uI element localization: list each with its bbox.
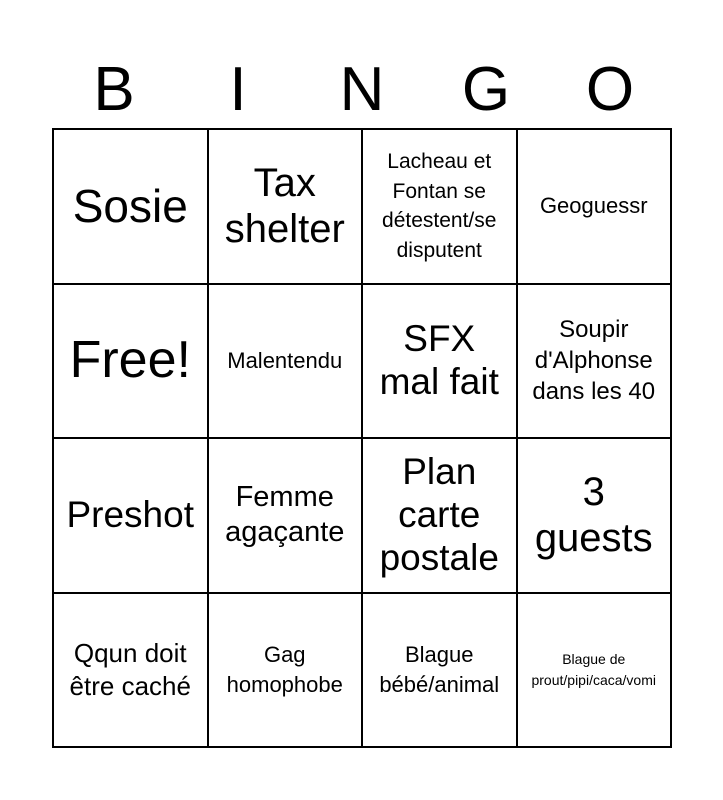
bingo-cell-r1c2[interactable] — [209, 130, 364, 285]
bingo-cell-text: Sosie — [72, 179, 188, 232]
bingo-cell-text: 3 guests — [534, 470, 653, 561]
bingo-cell-r2c3[interactable] — [363, 285, 518, 440]
bingo-cell-r2c1[interactable] — [54, 285, 209, 440]
bingo-cell-r1c3[interactable] — [363, 130, 518, 285]
bingo-cell-text: Soupir d'Alphonse dans les 40 — [532, 315, 656, 406]
bingo-cell-r2c4[interactable] — [518, 285, 673, 440]
bingo-cell-r3c3[interactable] — [363, 439, 518, 594]
bingo-cell-r1c4[interactable] — [518, 130, 673, 285]
header-letter-n: N — [339, 55, 385, 124]
bingo-cell-r1c1[interactable] — [54, 130, 209, 285]
bingo-cell-r4c2[interactable] — [209, 594, 364, 749]
bingo-cell-text: Blague bébé/animal — [379, 642, 500, 697]
bingo-cell-text: Femme agaçante — [225, 481, 345, 549]
bingo-cell-text: Qqun doit être caché — [69, 638, 191, 701]
bingo-cell-text: Geoguessr — [539, 193, 648, 219]
bingo-cell-text: Tax shelter — [224, 161, 345, 252]
bingo-cell-text: Free! — [69, 331, 191, 390]
bingo-cell-r4c1[interactable] — [54, 594, 209, 749]
bingo-board — [52, 128, 672, 748]
bingo-cell-r3c2[interactable] — [209, 439, 364, 594]
bingo-cell-text: SFX mal fait — [379, 318, 499, 402]
bingo-cell-text: Plan carte postale — [379, 451, 499, 578]
header-letter-i: I — [229, 55, 247, 124]
bingo-cell-r4c4[interactable] — [518, 594, 673, 749]
bingo-cell-r2c2[interactable] — [209, 285, 364, 440]
bingo-cell-text: Lacheau et Fontan se détestent/se disputent — [382, 150, 497, 262]
bingo-header — [52, 52, 672, 128]
header-letter-g: G — [461, 55, 511, 124]
header-letter-o: O — [585, 55, 635, 124]
header-letter-b: B — [93, 55, 135, 124]
bingo-cell-text: Malentendu — [227, 347, 343, 373]
bingo-cell-r3c1[interactable] — [54, 439, 209, 594]
bingo-cell-text: Blague de prout/pipi/caca/vomi — [531, 651, 656, 688]
bingo-cell-text: Gag homophobe — [226, 642, 343, 697]
bingo-cell-r3c4[interactable] — [518, 439, 673, 594]
bingo-cell-r4c3[interactable] — [363, 594, 518, 749]
bingo-cell-text: Preshot — [66, 493, 194, 535]
